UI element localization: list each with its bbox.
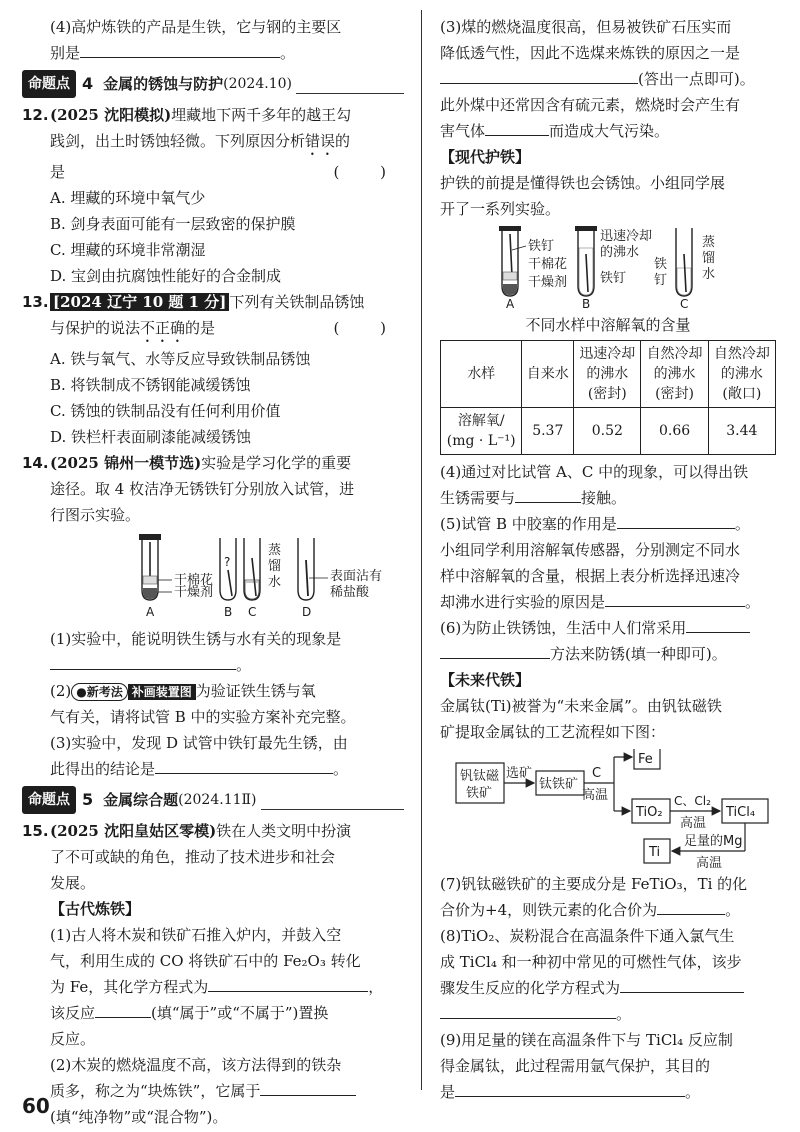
label-nail-c-2: 钉 (654, 273, 668, 288)
table-title: 不同水样中溶解氧的含量 (525, 316, 691, 334)
subheading-modern: 【现代护铁】 (440, 148, 531, 166)
label-nail-c-1: 铁 (654, 257, 668, 272)
new-method-tag: ●新考法 (71, 683, 128, 701)
dissolved-oxygen-table (440, 340, 776, 455)
label-boiled-1: 迅速冷却 (600, 229, 653, 244)
answer-blank[interactable] (208, 974, 368, 992)
box-ore (456, 763, 504, 803)
tube-a (139, 534, 213, 619)
tube-label-c: C (680, 297, 689, 311)
box-ti (644, 839, 670, 863)
question-number: 14. (22, 454, 49, 472)
label-distilled-2: 馏 (268, 559, 282, 574)
box-tio2 (632, 799, 670, 823)
label-acid-2: 稀盐酸 (330, 585, 370, 600)
cell-natural-open: 3.44 (708, 408, 775, 455)
question-mark: ? (224, 555, 231, 569)
box-ilmenite (536, 771, 584, 795)
header-natural-open: 自然冷却 的沸水 (敞口) (708, 341, 775, 408)
label-distilled-3: 水 (702, 267, 716, 282)
label-c-cl2: C、Cl₂ (674, 794, 711, 808)
label-acid-1: 表面沾有 (330, 569, 383, 584)
answer-paren[interactable]: ( ) (333, 163, 404, 181)
question-13: 13. [2024 辽宁 10 题 1 分] 下列有关铁制品锈蚀 与保护的说法不正确的是 ( ) A. 铁与氧气、水等反应导致铁制品锈蚀 B. 将铁制成不锈钢能减缓锈蚀 C. 锈蚀的铁制品没有任何利用价值 D. 铁栏杆表面刷漆能减缓锈蚀 (22, 289, 404, 450)
section-title: 金属综合题 (103, 791, 179, 809)
tube-a (499, 226, 567, 311)
box-ticl4 (722, 799, 768, 823)
answer-blank[interactable] (605, 589, 745, 607)
q11-part4-line1: (4)高炉炼铁的产品是生铁，它与钢的主要区 (50, 18, 342, 36)
question-12: 12. (2025 沈阳模拟)埋藏地下两千多年的越王勾 践剑，出土时锈蚀轻微。下列原因分析错误的 是 ( ) A. 埋藏的环境中氧气少 B. 剑身表面可能有一层致密的保护膜 C. 埋藏的环境非常潮湿 D. 宝剑由抗腐蚀性能好的合金制成 (22, 102, 404, 289)
subheading-ancient: 【古代炼铁】 (50, 900, 141, 918)
label-high-temp-2: 高温 (680, 816, 707, 831)
label-cotton: 干棉花 (528, 257, 568, 272)
header-tap-water: 自来水 (522, 341, 574, 408)
box-fe (634, 749, 660, 769)
titanium-process-flowchart (440, 749, 776, 869)
tube-d (298, 538, 382, 619)
label-cotton: 干棉花 (174, 573, 214, 588)
label-high-temp-3: 高温 (696, 856, 723, 869)
option-b[interactable]: B. 将铁制成不锈钢能减缓锈蚀 (50, 376, 251, 394)
tube-label-d: D (302, 605, 312, 619)
answer-blank[interactable] (80, 40, 280, 58)
question-number: 13. (22, 293, 49, 311)
answer-blank[interactable] (440, 641, 550, 659)
label-desiccant: 干燥剂 (174, 585, 214, 600)
column-divider (421, 10, 422, 1090)
tube-label-a: A (506, 297, 515, 311)
tube-label-b: B (224, 605, 233, 619)
svg-text:钒钛磁: 钒钛磁 (460, 769, 500, 784)
table-row (441, 408, 776, 455)
rusting-experiment-figure (22, 530, 404, 622)
draw-apparatus-tag: 补画装置图 (128, 684, 196, 700)
answer-blank[interactable] (515, 485, 581, 503)
lightbulb-icon: ● (76, 685, 87, 699)
tube-label-a: A (146, 605, 155, 619)
section-header-4 (22, 72, 404, 96)
question-14: 14. (2025 锦州一模节选)实验是学习化学的重要 途径。取 4 枚洁净无锈铁钉分别放入试管，进 行图示实验。 (22, 450, 404, 528)
answer-blank[interactable] (440, 66, 638, 84)
question-15: 15. (2025 沈阳皇姑区零模)铁在人类文明中扮演 了不可或缺的角色，推动了技术进步和社会 发展。 【古代炼铁】 (1)古人将木炭和铁矿石推入炉内，并鼓入空 气，利用生成的 CO 将铁矿石中的 Fe₂O₃ 转化 为 Fe，其化学方程式为 ， 该反应 (填“属于”或“不属于”)置换 反应。 (2)木炭的燃烧温度不高，该方法得到的铁杂 质多，称之为“块炼铁”，它属于 (填“纯净物”或“混合物”)。 (22, 818, 404, 1130)
svg-text:TiO₂: TiO₂ (636, 805, 663, 820)
question-source: (2025 沈阳皇姑区零模) (50, 822, 217, 840)
tube-label-c: C (248, 605, 257, 619)
header-rapid-cooled: 迅速冷却 的沸水 (密封) (574, 341, 641, 408)
label-mg: 足量的Mg (684, 834, 743, 849)
label-carbon: C (592, 766, 602, 781)
section-rule (296, 93, 404, 94)
section-tag: 命题点 (22, 70, 76, 98)
svg-text:Fe: Fe (638, 752, 653, 767)
tube-label-b: B (582, 297, 591, 311)
section-number: 4 (82, 74, 94, 93)
svg-text:铁矿: 铁矿 (466, 786, 493, 801)
right-column: (3)煤的燃烧温度很高，但易被铁矿石压实而 降低透气性，因此不选煤来炼铁的原因之一是 (答出一点即可)。 此外煤中还常因含有硫元素，燃烧时会产生有 害气体 而造成大气污染。 【现代护铁】 护铁的前提是懂得铁也会锈蚀。小组同学展 开了一系列实验。 铁钉 干棉花 干燥剂 A 迅速冷却 的沸水 铁钉 B 铁 钉 蒸 馏 水 C 不同水样中溶解氧的含量 水样 自来水 迅速冷却 的沸水 (密封) 自然冷却 的沸水 (密封) 自然冷却 的沸水 (敞口) 溶解氧/ (mg · L⁻¹) 5.37 0.52 0.66 3.44 (4)通过对比试管 A、C 中的现象，可以得出铁 生锈需要与 接触。 (5)试管 B 中胶塞的作用是 。 小组同学利用溶解氧传感器，分别测定不同水 样中溶解氧的含量，根据上表分析选择迅速冷 却沸水进行实验的原因是 。 (6)为防止铁锈蚀，生活中人们常采用 方法来防锈(填一种即可)。 【未来代铁】 金属钛(Ti)被誉为“未来金属”。由钒钛磁铁 矿提取金属钛的工艺流程如下图： 钒钛磁 铁矿 选矿 钛铁矿 C 高温 Fe TiO₂ C、Cl₂ 高温 TiCl₄ 足量的Mg 高温 Ti (7)钒钛磁铁矿的主要成分是 FeTiO₃，Ti 的化 合价为+4，则铁元素的化合价为 。 (8)TiO₂、炭粉混合在高温条件下通入氯气生 成 TiCl₄ 和一种初中常见的可燃性气体，该步 骤发生反应的化学方程式为 。 (9)用足量的镁在高温条件下与 TiCl₄ 反应制 得金属钛，此过程需用氩气保护，其目的 是 。 (440, 14, 776, 1105)
svg-text:钛铁矿: 钛铁矿 (539, 777, 579, 792)
header-water-sample: 水样 (441, 341, 522, 408)
emphasis-word: 不正确 (140, 319, 186, 337)
section-year: (2024.11Ⅱ) (178, 792, 257, 808)
answer-blank[interactable] (260, 1078, 356, 1096)
answer-blank[interactable] (485, 118, 549, 136)
answer-blank[interactable] (686, 615, 750, 633)
label-distilled-2: 馏 (702, 251, 716, 266)
option-d[interactable]: D. 宝剑由抗腐蚀性能好的合金制成 (50, 267, 282, 285)
header-natural-sealed: 自然冷却 的沸水 (密封) (641, 341, 708, 408)
section-number: 5 (82, 790, 94, 809)
question-source: [2024 辽宁 10 题 1 分] (50, 293, 229, 311)
option-b[interactable]: B. 剑身表面可能有一层致密的保护膜 (50, 215, 296, 233)
answer-blank[interactable] (617, 511, 735, 529)
answer-blank[interactable] (50, 652, 236, 670)
section-header-5 (22, 788, 404, 812)
page-number: 60 (22, 1094, 50, 1118)
tube-b (575, 226, 652, 311)
answer-paren[interactable]: ( ) (333, 319, 404, 337)
question-source: (2025 锦州一模节选) (50, 454, 202, 472)
option-a[interactable]: A. 铁与氧气、水等反应导致铁制品锈蚀 (50, 350, 311, 368)
answer-blank[interactable] (95, 1000, 151, 1018)
tube-c (244, 538, 281, 619)
question-14-parts: (1)实验中，能说明铁生锈与水有关的现象是 。 (2) ●新考法 补画装置图 为验证铁生锈与氧 气有关，请将试管 B 中的实验方案补充完整。 (3)实验中，发现 D 试管中铁钉最先生锈，由 此得出的结论是 。 (50, 630, 356, 778)
label-nail: 铁钉 (528, 239, 555, 254)
label-nail-b: 铁钉 (600, 271, 627, 286)
q11-part4-line2: 别是 。 (22, 40, 404, 66)
label-high-temp-1: 高温 (582, 788, 609, 803)
svg-text:Ti: Ti (649, 845, 661, 860)
question-source: (2025 沈阳模拟) (50, 106, 172, 124)
tube-c (654, 228, 715, 311)
option-c[interactable]: C. 埋藏的环境非常潮湿 (50, 241, 206, 259)
answer-blank[interactable] (620, 975, 744, 993)
oxygen-experiment-figure (440, 224, 776, 312)
tube-b (220, 538, 236, 619)
section-title: 金属的锈蚀与防护 (103, 75, 224, 93)
svg-text:TiCl₄: TiCl₄ (726, 805, 756, 820)
option-a[interactable]: A. 埋藏的环境中氧气少 (50, 189, 206, 207)
label-select: 选矿 (506, 766, 533, 781)
row-label: 溶解氧/ (mg · L⁻¹) (441, 408, 522, 455)
option-c[interactable]: C. 锈蚀的铁制品没有任何利用价值 (50, 402, 281, 420)
answer-blank[interactable] (155, 756, 333, 774)
answer-blank[interactable] (657, 897, 725, 915)
option-d[interactable]: D. 铁栏杆表面刷漆能减缓锈蚀 (50, 428, 252, 446)
label-distilled-1: 蒸 (702, 235, 716, 250)
label-distilled-1: 蒸 (268, 543, 282, 558)
emphasis-word: 错误 (305, 132, 336, 150)
subheading-future: 【未来代铁】 (440, 671, 531, 689)
answer-blank[interactable] (440, 1001, 616, 1019)
section-year: (2024.10) (223, 76, 292, 92)
table-header-row (441, 341, 776, 408)
cell-tap-water: 5.37 (522, 408, 574, 455)
question-number: 15. (22, 822, 49, 840)
label-boiled-2: 的沸水 (600, 245, 640, 260)
left-column (22, 14, 404, 1130)
answer-blank[interactable] (455, 1079, 685, 1097)
cell-rapid-cooled: 0.52 (574, 408, 641, 455)
question-number: 12. (22, 106, 49, 124)
label-distilled-3: 水 (268, 575, 282, 590)
label-desiccant: 干燥剂 (528, 275, 568, 290)
cell-natural-sealed: 0.66 (641, 408, 708, 455)
section-tag: 命题点 (22, 786, 76, 814)
section-rule (261, 809, 405, 810)
